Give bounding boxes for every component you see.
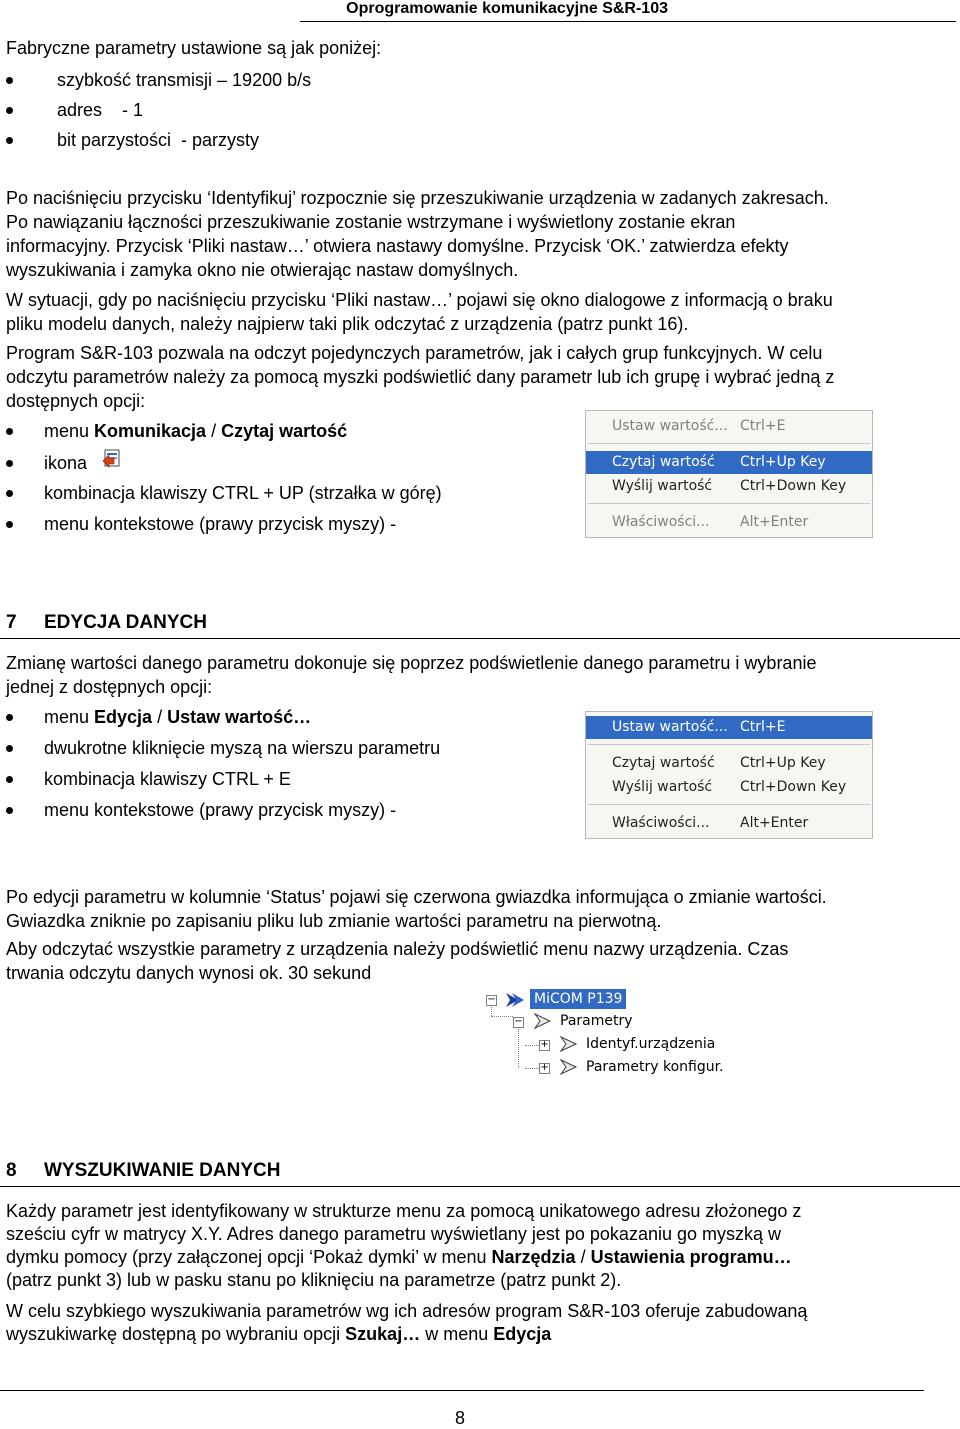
factory-param-address: adres - 1 [57, 100, 144, 120]
read-value-icon[interactable] [101, 447, 123, 469]
bullet-dot [6, 521, 13, 528]
factory-params-text: Fabryczne parametry ustawione są jak poniżej: [6, 38, 382, 58]
collapse-icon[interactable]: − [514, 1016, 523, 1027]
para3-line: dostępnych opcji: [6, 391, 146, 411]
device-tree [480, 988, 730, 1083]
tree-node-device[interactable]: MiCOM P139 [530, 989, 626, 1009]
menu-separator [588, 503, 870, 504]
bullet-dot [6, 460, 13, 467]
menu-separator [588, 804, 870, 805]
collapse-icon[interactable]: − [487, 994, 496, 1005]
menu-item-properties[interactable]: Właściwości... Alt+Enter [612, 815, 809, 831]
menu-item-set-value[interactable]: Ustaw wartość... Ctrl+E [586, 716, 872, 739]
para2-line: W sytuacji, gdy po naciśnięciu przycisku ‘Pliki nastaw…’ pojawi się okno dialogowe z informacją o braku [6, 290, 833, 310]
para6-line: Aby odczytać wszystkie parametry z urządzenia należy podświetlić menu nazwy urządzenia. Czas [6, 939, 789, 959]
read-option-icon: ikona [44, 453, 88, 473]
read-option-context-menu: menu kontekstowe (prawy przycisk myszy) - [44, 514, 397, 534]
para8-line: W celu szybkiego wyszukiwania parametrów wg ich adresów program S&R-103 oferuje zabudowaną [6, 1301, 808, 1321]
para7-line: dymku pomocy (przy załączonej opcji ‘Pokaż dymki’ w menu Narzędzia / Ustawienia programu… [6, 1247, 792, 1267]
section-8-title: WYSZUKIWANIE DANYCH [44, 1160, 281, 1181]
section-7-number: 7 [6, 612, 17, 633]
para8-line: wyszukiwarkę dostępną po wybraniu opcji Szukaj… w menu Edycja [6, 1324, 552, 1344]
tree-node-parameters[interactable]: Parametry [560, 1013, 633, 1029]
tree-line [491, 1016, 513, 1017]
para5-line: Gwiazdka zniknie po zapisaniu pliku lub zmianie wartości parametru na pierwotną. [6, 911, 662, 931]
group-arrow-icon [532, 1011, 554, 1031]
tree-node-device-id[interactable]: Identyf.urządzenia [586, 1036, 716, 1052]
menu-item-properties[interactable]: Właściwości... Alt+Enter [612, 514, 809, 530]
section-8-number: 8 [6, 1160, 17, 1181]
menu-separator [588, 443, 870, 444]
para6-line: trwania odczytu danych wynosi ok. 30 sekund [6, 963, 372, 983]
context-menu-read [585, 410, 873, 538]
bullet-dot [6, 714, 13, 721]
menu-separator [588, 744, 870, 745]
tree-line [525, 1068, 539, 1069]
edit-option-shortcut: kombinacja klawiszy CTRL + E [44, 769, 291, 789]
document-header: Oprogramowanie komunikacyjne S&R-103 [346, 0, 668, 17]
section-8-rule [0, 1186, 960, 1187]
bullet-dot [6, 745, 13, 752]
para4-line: jednej z dostępnych opcji: [6, 677, 213, 697]
bullet-dot [6, 107, 13, 114]
factory-param-parity: bit parzystości - parzysty [57, 130, 260, 150]
para1-line: Po nawiązaniu łączności przeszukiwanie zostanie wstrzymane i wyświetlony zostanie ekran [6, 212, 736, 232]
tree-line [518, 1026, 519, 1068]
tree-line [525, 1045, 539, 1046]
para3-line: Program S&R-103 pozwala na odczyt pojedynczych parametrów, jak i całych grup funkcyjnych. W celu [6, 343, 823, 363]
read-option-shortcut: kombinacja klawiszy CTRL + UP (strzałka w górę) [44, 483, 442, 503]
expand-icon[interactable]: + [540, 1062, 549, 1073]
para1-line: Po naciśnięciu przycisku ‘Identyfikuj’ rozpocznie się przeszukiwanie urządzenia w zadanych zakresach. [6, 188, 829, 208]
para4-line: Zmianę wartości danego parametru dokonuje się poprzez podświetlenie danego parametru i wybranie [6, 653, 817, 673]
edit-option-context-menu: menu kontekstowe (prawy przycisk myszy) - [44, 800, 397, 820]
bullet-dot [6, 137, 13, 144]
group-arrow-icon [558, 1034, 580, 1054]
para1-line: informacyjny. Przycisk ‘Pliki nastaw…’ otwiera nastawy domyślne. Przycisk ‘OK.’ zatwierdza efekty [6, 236, 789, 256]
para2-line: pliku modelu danych, należy najpierw taki plik odczytać z urządzenia (patrz punkt 16). [6, 314, 689, 334]
page-number: 8 [455, 1408, 466, 1428]
edit-option-doubleclick: dwukrotne kliknięcie myszą na wierszu parametru [44, 738, 441, 758]
edit-option-menu: menu Edycja / Ustaw wartość… [44, 707, 312, 727]
bullet-dot [6, 490, 13, 497]
menu-item-read-value[interactable]: Czytaj wartość Ctrl+Up Key [586, 451, 872, 474]
para3-line: odczytu parametrów należy za pomocą myszki podświetlić dany parametr lub ich grupę i wybrać jedną z [6, 367, 835, 387]
bullet-dot [6, 807, 13, 814]
header-rule [300, 21, 956, 22]
para7-line: sześciu cyfr w matrycy X.Y. Adres danego parametru wyświetlany jest po pokazaniu go myszką w [6, 1224, 782, 1244]
section-7-rule [0, 638, 960, 639]
device-arrow-icon [504, 990, 526, 1010]
context-menu-edit [585, 711, 873, 839]
group-arrow-icon [558, 1057, 580, 1077]
bullet-dot [6, 77, 13, 84]
bullet-dot [6, 428, 13, 435]
para5-line: Po edycji parametru w kolumnie ‘Status’ pojawi się czerwona gwiazdka informująca o zmianie wartości. [6, 887, 827, 907]
para1-line: wyszukiwania i zamyka okno nie otwierając nastaw domyślnych. [6, 260, 519, 280]
section-7-title: EDYCJA DANYCH [44, 612, 207, 633]
para7-line: (patrz punkt 3) lub w pasku stanu po kliknięciu na parametrze (patrz punkt 2). [6, 1270, 622, 1290]
menu-item-set-value[interactable]: Ustaw wartość... Ctrl+E [612, 418, 786, 434]
footer-rule [0, 1390, 924, 1391]
menu-item-read-value[interactable]: Czytaj wartość Ctrl+Up Key [612, 755, 826, 771]
bullet-dot [6, 776, 13, 783]
expand-icon[interactable]: + [540, 1039, 549, 1050]
menu-item-send-value[interactable]: Wyślij wartość Ctrl+Down Key [612, 478, 847, 494]
read-option-menu: menu Komunikacja / Czytaj wartość [44, 421, 348, 441]
para7-line: Każdy parametr jest identyfikowany w strukturze menu za pomocą unikatowego adresu złożonego z [6, 1201, 802, 1221]
menu-item-send-value[interactable]: Wyślij wartość Ctrl+Down Key [612, 779, 847, 795]
tree-node-config-params[interactable]: Parametry konfigur. [586, 1059, 724, 1075]
factory-param-baudrate: szybkość transmisji – 19200 b/s [57, 70, 312, 90]
